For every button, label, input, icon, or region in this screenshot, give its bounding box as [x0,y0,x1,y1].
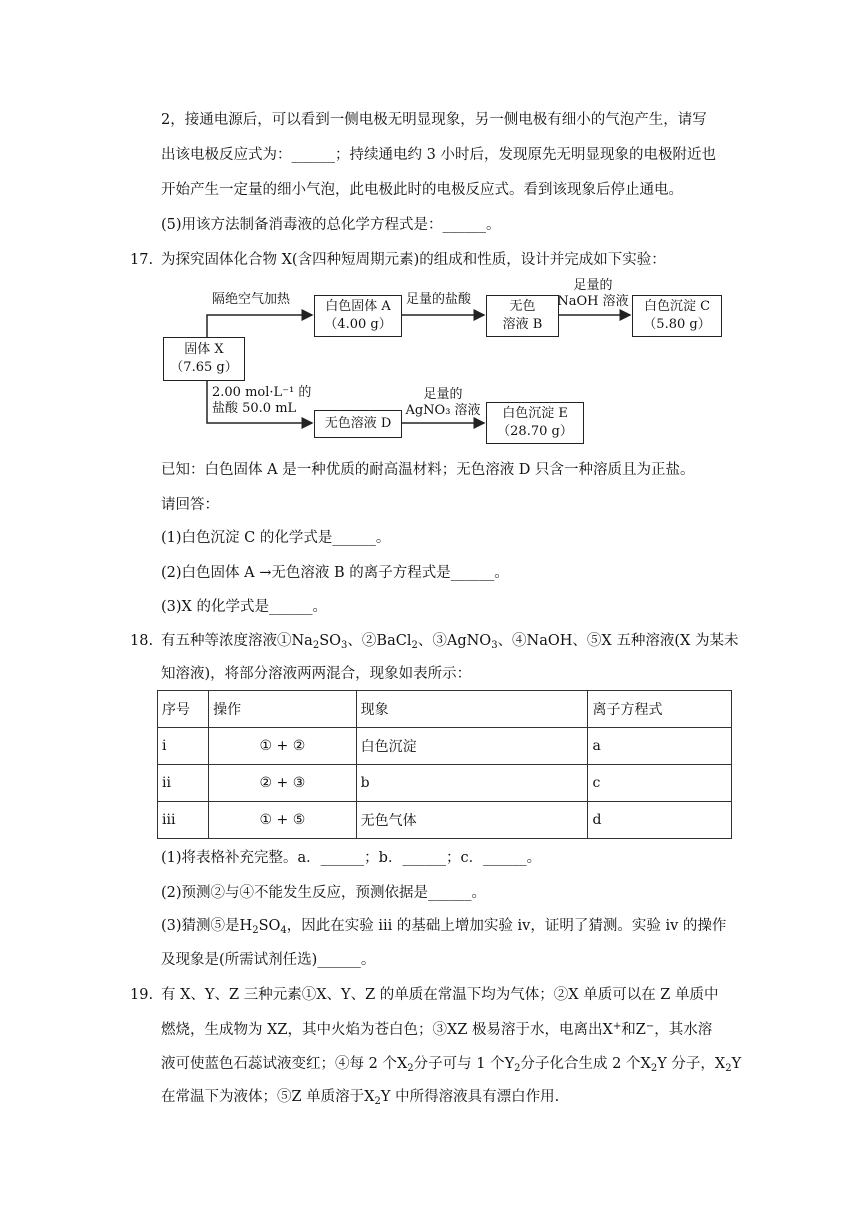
table-cell: ① + ② [209,728,357,765]
step-agno3 [402,387,484,419]
step-naoh [557,278,629,310]
q18-stem-line-1: 有五种等浓度溶液$①Na_2SO_3$、②BaCl$_2$、③AgNO$_3$、④NaOH、⑤X 五种溶液(X 为某未 [161,633,739,651]
white-solid-a-label: 白色固体 A [325,299,391,314]
q17-part-2: (2)白色固体 A →无色溶液 B 的离子方程式是______。 [161,565,509,581]
table-cell: b [356,765,588,802]
table-cell: ① + ⑤ [209,802,357,839]
q18-part-1: (1)将表格补充完整。a．______；b．______；c．______。 [161,850,542,866]
q17-ask: 请回答： [161,497,219,513]
q16-line-3: 开始产生一定量的细小气泡，此电极此时的电极反应式。看到该现象后停止通电。 [161,182,683,198]
flowchart-arrows [0,0,860,450]
box-white-ppt-c [632,295,722,337]
step-naoh-line-2: NaOH 溶液 [557,294,629,309]
header-cell: 序号 [158,691,209,728]
q19-line-3: 液可使蓝色石蕊试液变红；④每 2 个$X_2$分子可与 1 个$Y_2$分子化合生成 2 个$X_2Y$ 分子，$X_2Y$ [161,1056,742,1074]
table-cell: d [588,802,732,839]
table-cell: ② + ③ [209,765,357,802]
q16-part-5: (5)用该方法制备消毒液的总化学方程式是：______。 [161,217,501,233]
header-cell: 现象 [356,691,588,728]
table-cell: ii [158,765,209,802]
box-white-solid-a [314,295,402,337]
step-hcl: 足量的盐酸 [406,292,472,307]
q19-line-1: 有 X、Y、Z 三种元素①X、Y、Z 的单质在常温下均为气体；②X 单质可以在 Z 单质中 [161,987,719,1003]
q17-known: 已知：白色固体 A 是一种优质的耐高温材料；无色溶液 D 只含一种溶质且为正盐。 [161,462,695,478]
q19-line-4: 在常温下为液体；⑤Z 单质溶于$X_2Y$ 中所得溶液具有漂白作用. [161,1089,560,1107]
step-acid-line-1: 2.00 mol·L⁻¹ 的 [212,385,312,400]
q16-line-2: 出该电极反应式为：______；持续通电约 3 小时后，发现原先无明显现象的电极附近也 [161,147,716,163]
table-row [158,728,732,765]
table-cell: i [158,728,209,765]
q16-line-1: 2，接通电源后，可以看到一侧电极无明显现象，另一侧电极有细小的气泡产生，请写 [161,112,707,128]
q18-number: 18. [130,633,154,649]
solution-d-label: 无色溶液 D [324,416,392,431]
step-agno3-line-1: 足量的 [423,387,463,402]
q18-part-3: (3)猜测⑤是$H_2SO_4$，因此在实验 iii 的基础上增加实验 iv，证明了猜测。实验 iv 的操作 [161,918,727,936]
step-acid-line-2: 盐酸 50.0 mL [212,401,297,416]
header-cell: 离子方程式 [588,691,732,728]
white-ppt-e-mass: （28.70 g） [497,424,573,439]
table-header-row [158,691,732,728]
white-ppt-c-mass: （5.80 g） [643,317,711,332]
q17-number: 17. [130,252,154,268]
step-agno3-line-2: AgNO₃ 溶液 [405,403,481,418]
q17-part-1: (1)白色沉淀 C 的化学式是______。 [161,530,391,546]
box-solution-d [314,410,402,438]
table-cell: 无色气体 [356,802,588,839]
white-solid-a-mass: （4.00 g） [324,317,392,332]
table-cell: c [588,765,732,802]
box-solid-x [163,337,245,381]
experiment-table [157,690,732,839]
header-cell: 操作 [209,691,357,728]
table-cell: iii [158,802,209,839]
table-cell: a [588,728,732,765]
solid-x-mass: （7.65 g） [170,360,238,375]
q19-line-2: 燃烧，生成物为 XZ，其中火焰为苍白色；③XZ 极易溶于水，电离出X+和Z−，其水溶 [161,1021,713,1038]
box-white-ppt-e [486,402,584,444]
box-solution-b [486,295,559,337]
q17-stem: 为探究固体化合物 X(含四种短周期元素)的组成和性质，设计并完成如下实验： [161,252,666,268]
q17-part-3: (3)X 的化学式是______。 [161,599,327,615]
table-cell: 白色沉淀 [356,728,588,765]
q18-part-3-line-2: 及现象是(所需试剂任选)______。 [161,952,376,968]
q18-part-2: (2)预测②与④不能发生反应，预测依据是______。 [161,885,487,901]
white-ppt-e-label: 白色沉淀 E [502,406,568,421]
table-row [158,802,732,839]
step-naoh-line-1: 足量的 [573,278,613,293]
step-heat: 隔绝空气加热 [212,292,291,307]
q18-stem-line-2: 知溶液)，将部分溶液两两混合，现象如表所示： [161,666,472,682]
solution-b-line-2: 溶液 B [502,317,543,332]
solution-b-line-1: 无色 [509,299,536,314]
step-acid [212,385,311,417]
table-row [158,765,732,802]
q19-number: 19. [130,987,154,1003]
white-ppt-c-label: 白色沉淀 C [643,299,711,314]
solid-x-label: 固体 X [184,342,224,357]
